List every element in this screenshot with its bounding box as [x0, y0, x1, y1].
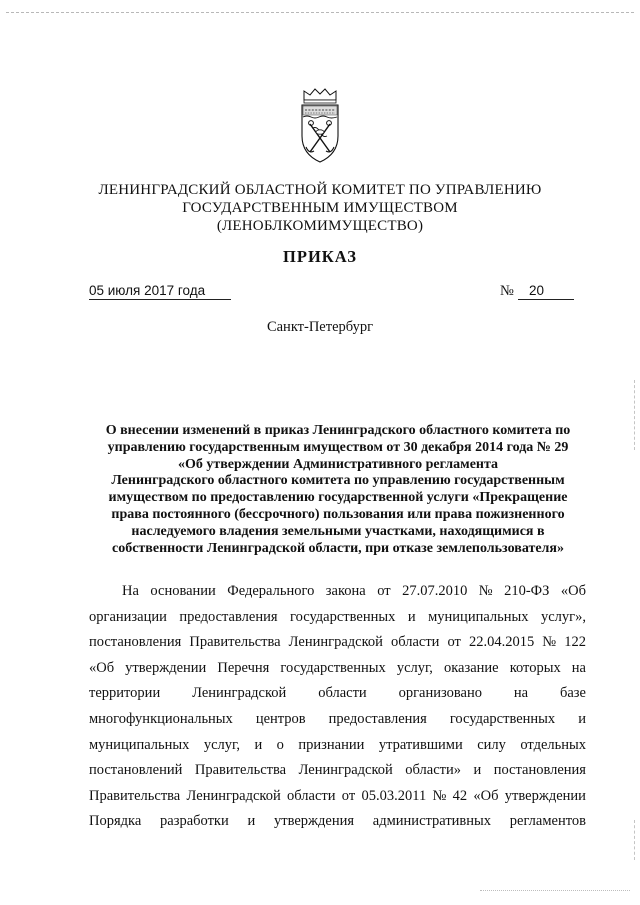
body-word: области» [405, 762, 461, 779]
body-word: предоставления [179, 608, 278, 625]
body-word: предоставления [328, 710, 427, 727]
body-line [89, 605, 586, 631]
order-number: 20 [518, 283, 574, 300]
subject-line: управлению государственным имуществом от 30 декабря 2014 года № 29 [107, 439, 569, 455]
body-word: и [407, 608, 416, 625]
body-word: постановления [89, 634, 182, 651]
order-date: 05 июля 2017 года [89, 283, 231, 300]
subject-line: О внесении изменений в приказ Ленинградского областного комитета по [105, 423, 571, 438]
body-word: услуг, [396, 659, 433, 676]
subject-line: «Об утверждении Административного регламента [177, 456, 499, 472]
scan-edge-right [634, 380, 635, 450]
body-word: Правительства [189, 634, 281, 651]
body-word: административных [372, 813, 492, 830]
body-word: на [513, 685, 529, 702]
body-word: от [341, 787, 356, 804]
organization-name [0, 181, 640, 235]
body-word: силу [477, 736, 506, 753]
body-word: и [247, 813, 256, 830]
body-line [89, 630, 586, 656]
body-word: государственных [290, 608, 396, 625]
body-word: № [432, 787, 447, 804]
scan-edge-bottom [480, 890, 630, 891]
body-word: которых [509, 659, 561, 676]
body-line [89, 733, 586, 759]
body-word: закона [325, 583, 366, 599]
body-line [89, 579, 586, 605]
body-word: услуг», [541, 608, 586, 625]
body-word: от [377, 583, 391, 599]
body-word: постановления [493, 762, 586, 779]
body-word: Ленинградской [186, 787, 281, 804]
body-word: и [578, 710, 586, 727]
body-word: государственных [449, 710, 556, 727]
body-word: муниципальных [89, 736, 190, 753]
body-word: 27.07.2010 [402, 583, 468, 599]
body-word: оказание [443, 659, 499, 676]
body-word: Ленинградской [298, 762, 393, 779]
scan-edge-top [6, 12, 634, 13]
body-word: Порядка [89, 813, 142, 830]
body-word: «Об [560, 583, 586, 599]
body-word: Ленинградской [288, 634, 383, 651]
body-word: утратившими [378, 736, 463, 753]
body-word: № [478, 583, 493, 599]
body-word: «Об [89, 659, 115, 676]
body-word: разработки [160, 813, 229, 830]
organization-line: ЛЕНИНГРАДСКИЙ ОБЛАСТНОЙ КОМИТЕТ ПО УПРАВЛЕНИЮ [98, 182, 542, 198]
body-word: и [254, 736, 263, 753]
body-word: муниципальных [428, 608, 529, 625]
body-word: «Об [473, 787, 499, 804]
body-word: утверждения [273, 813, 355, 830]
body-word: области [318, 685, 367, 702]
body-word: регламентов [509, 813, 586, 830]
body-word: организовано [398, 685, 482, 702]
body-word: области [390, 634, 440, 651]
leningrad-oblast-coat-of-arms-icon [299, 86, 341, 164]
body-word: 122 [564, 634, 586, 651]
body-word: Правительства [194, 762, 287, 779]
organization-line: ГОСУДАРСТВЕННЫМ ИМУЩЕСТВОМ [182, 200, 458, 216]
organization-line: (ЛЕНОБЛКОМИМУЩЕСТВО) [216, 218, 424, 234]
body-word: области [287, 787, 336, 804]
body-word: 05.03.2011 [361, 787, 427, 804]
body-line [89, 681, 586, 707]
body-word: утверждении [125, 659, 207, 676]
body-word: о [276, 736, 284, 753]
document-type-title: ПРИКАЗ [283, 247, 357, 266]
body-word: Правительства [89, 787, 181, 804]
body-word: центров [255, 710, 306, 727]
body-word: многофункциональных [89, 710, 233, 727]
body-line [89, 758, 586, 784]
body-word: Федерального [227, 583, 315, 599]
scan-edge-right [634, 820, 635, 860]
body-word: постановлений [89, 762, 183, 779]
body-word: № [542, 634, 557, 651]
body-word: базе [559, 685, 586, 702]
body-word: государственных [280, 659, 386, 676]
body-word: признании [298, 736, 365, 753]
body-word: территории [89, 685, 161, 702]
subject-line: наследуемого владения земельными участками, находящимися в [131, 523, 545, 539]
order-subject [82, 423, 594, 557]
body-word: Перечня [217, 659, 270, 676]
body-word: Ленинградской [192, 685, 287, 702]
body-line [89, 809, 586, 835]
order-body-text [89, 579, 586, 835]
body-word: и [473, 762, 482, 779]
body-line [89, 707, 586, 733]
body-word: от [447, 634, 461, 651]
order-number-sign: № [500, 283, 514, 299]
body-word: организации [89, 608, 167, 625]
body-word: 22.04.2015 [468, 634, 535, 651]
body-word: услуг, [203, 736, 240, 753]
body-line [89, 656, 586, 682]
body-word: 42 [452, 787, 468, 804]
body-word: на [571, 659, 586, 676]
body-word: основании [150, 583, 216, 599]
body-word: 210-ФЗ [504, 583, 550, 599]
body-word: отдельных [520, 736, 586, 753]
issue-city: Санкт-Петербург [266, 319, 374, 335]
subject-line: имуществом по предоставлению государственной услуги «Прекращение [108, 490, 568, 506]
body-line [89, 784, 586, 810]
subject-line: права постоянного (бессрочного) пользования или права пожизненного [111, 506, 565, 522]
subject-line: Ленинградского областного комитета по управлению государственным [111, 473, 565, 489]
subject-line: собственности Ленинградской области, при отказе землепользователя» [112, 540, 564, 556]
body-word: На [122, 583, 139, 599]
body-word: утверждении [504, 787, 586, 804]
